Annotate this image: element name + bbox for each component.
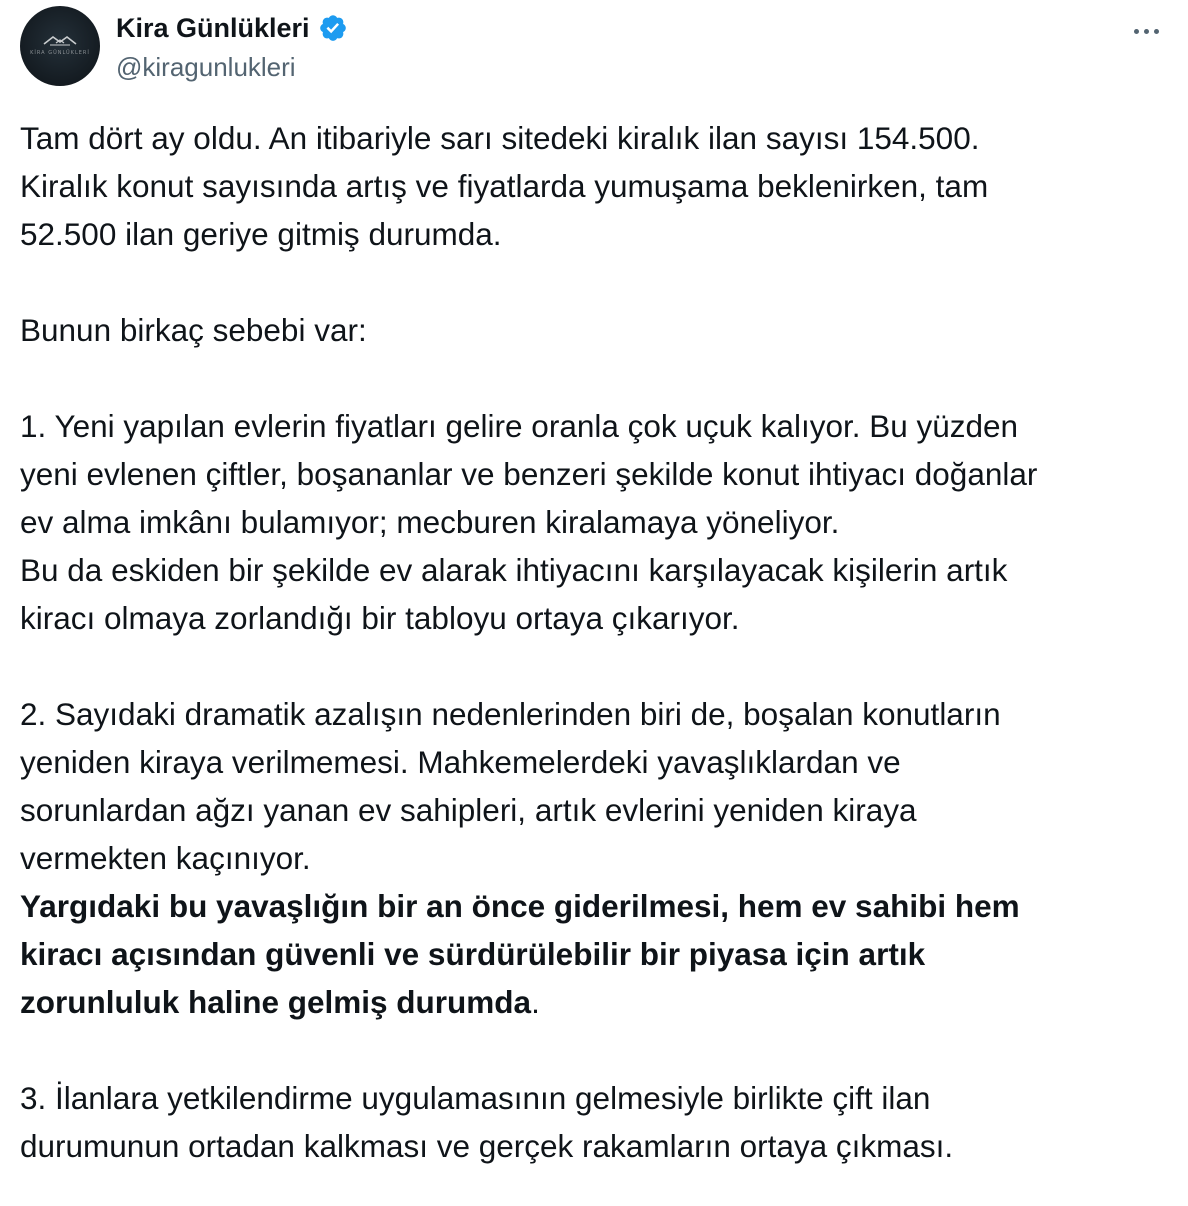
bold-text-line: kiracı açısından güvenli ve sürdürülebilir bir piyasa için artık — [20, 936, 926, 972]
author-names — [116, 10, 348, 83]
tweet-intro: Bunun birkaç sebebi var: — [20, 312, 367, 348]
text-line: 1. Yeni yapılan evlerin fiyatları gelire oranla çok uçuk kalıyor. Bu yüzden — [20, 408, 1019, 444]
text-line: 3. İlanlara yetkilendirme uygulamasının gelmesiyle birlikte çift ilan — [20, 1080, 931, 1116]
bold-text-line: zorunluluk haline gelmiş durumda — [20, 984, 532, 1020]
tweet-point-2 — [20, 690, 1170, 1026]
author-handle[interactable]: @kiragunlukleri — [116, 52, 296, 82]
text-line: yeni evlenen çiftler, boşananlar ve benzeri şekilde konut ihtiyacı doğanlar — [20, 456, 1038, 492]
more-dot-icon — [1144, 29, 1149, 34]
text-line: sorunlardan ağzı yanan ev sahipleri, artık evlerini yeniden kiraya — [20, 792, 917, 828]
tweet-header — [20, 6, 1170, 90]
text-line: Tam dört ay oldu. An itibariyle sarı sitedeki kiralık ilan sayısı 154.500. — [20, 120, 980, 156]
avatar[interactable] — [20, 6, 100, 86]
tweet-point-3 — [20, 1074, 1170, 1170]
avatar-logo-text: KİRA GÜNLÜKLERİ — [30, 50, 90, 56]
more-dot-icon — [1154, 29, 1159, 34]
text-line: ev alma imkânı bulamıyor; mecburen kiralamaya yöneliyor. — [20, 504, 840, 540]
text-line: 52.500 ilan geriye gitmiş durumda. — [20, 216, 502, 252]
text-line: vermekten kaçınıyor. — [20, 840, 311, 876]
text-line: Kiralık konut sayısında artış ve fiyatlarda yumuşama beklenirken, tam — [20, 168, 989, 204]
display-name-row — [116, 10, 348, 46]
more-dot-icon — [1134, 29, 1139, 34]
text-period: . — [531, 984, 540, 1020]
bold-text-line: Yargıdaki bu yavaşlığın bir an önce giderilmesi, hem ev sahibi hem — [20, 888, 1020, 924]
tweet-point-1 — [20, 402, 1170, 642]
tweet-text — [20, 114, 1170, 1170]
house-logo-icon — [20, 6, 100, 86]
text-line: durumunun ortadan kalkması ve gerçek rakamların ortaya çıkması. — [20, 1128, 954, 1164]
more-options-button[interactable] — [1126, 16, 1166, 46]
verified-badge-icon[interactable] — [318, 13, 348, 43]
text-line: Bu da eskiden bir şekilde ev alarak ihtiyacını karşılayacak kişilerin artık — [20, 552, 1008, 588]
text-line: yeniden kiraya verilmemesi. Mahkemelerdeki yavaşlıklardan ve — [20, 744, 901, 780]
text-line: 2. Sayıdaki dramatik azalışın nedenlerinden biri de, boşalan konutların — [20, 696, 1001, 732]
tweet-paragraph-1 — [20, 114, 1170, 258]
text-line: kiracı olmaya zorlandığı bir tabloyu ortaya çıkarıyor. — [20, 600, 740, 636]
display-name[interactable]: Kira Günlükleri — [116, 12, 310, 43]
